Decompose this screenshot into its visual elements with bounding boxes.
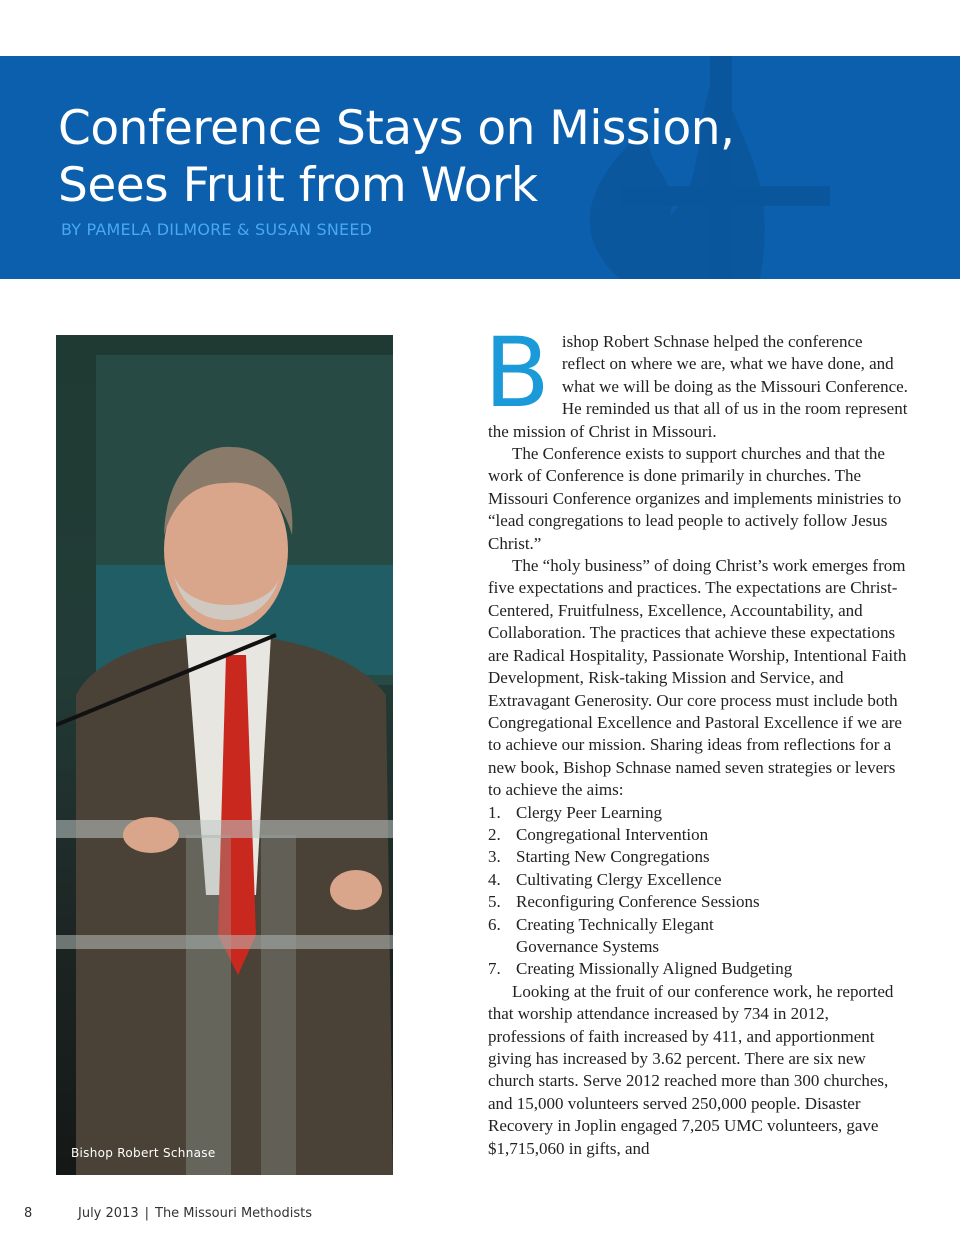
drop-cap: B [484, 317, 550, 429]
list-item: 6. Creating Technically Elegant Governance Systems [488, 914, 714, 956]
paragraph-1-text: ishop Robert Schnase helped the conference reflect on where we are, what we have done, and what we will be doing as the Missouri Conference. He reminded us that all of us in the room represent the mission of Christ in Missouri. [488, 332, 908, 441]
bishop-photo [56, 335, 393, 1175]
photo-illustration [56, 335, 393, 1175]
publication-name: The Missouri Methodists [155, 1206, 312, 1221]
list-item: 4. Cultivating Clergy Excellence [488, 869, 722, 889]
footer-separator: | [144, 1206, 149, 1221]
paragraph-2: The Conference exists to support churches and that the work of Conference is done primarily in churches. The Missouri Conference organizes and implements ministries to “lead congregations to lead people to actively follow Jesus Christ.” [488, 444, 902, 553]
title-line-1: Conference Stays on Mission, [58, 101, 735, 156]
list-item: 5. Reconfiguring Conference Sessions [488, 892, 760, 912]
list-item: 7. Creating Missionally Aligned Budgeting [488, 959, 793, 979]
paragraph-4: Looking at the fruit of our conference work, he reported that worship attendance increased by 734 in 2012, professions of faith increased by 411, and apportionment giving has increased by 3.62 percent. There are six new church starts. Serve 2012 reached more than 300 churches, and 15,000 volunteers served 250,000 people. Disaster Recovery in Joplin engaged 7,205 UMC volunteers, gave $1,715,060 in gifts, and [488, 981, 894, 1158]
article-body [484, 317, 908, 1160]
page-number: 8 [24, 1206, 33, 1221]
list-item: 2. Congregational Intervention [488, 824, 709, 844]
list-item: 3. Starting New Congregations [488, 847, 710, 867]
footer-info [78, 1206, 312, 1221]
list-item: 1. Clergy Peer Learning [488, 802, 663, 822]
paragraph-1 [484, 317, 908, 443]
byline: BY PAMELA DILMORE & SUSAN SNEED [61, 220, 373, 239]
article-title [58, 100, 734, 214]
header-banner [0, 56, 960, 279]
photo-caption: Bishop Robert Schnase [71, 1146, 216, 1160]
paragraph-3: The “holy business” of doing Christ’s work emerges from five expectations and practices. The expectations are Christ-Centered, Fruitfulness, Excellence, Accountability, and Collaboration. The practices that achieve these expectations are Radical Hospitality, Passionate Worship, Intentional Faith Development, Risk-taking Mission and Service, and Extravagant Generosity. Our core process must include both Congregational Excellence and Pastoral Excellence if we are to achieve our mission. Sharing ideas from reflections for a new book, Bishop Schnase named seven strategies or levers to achieve the aims: [488, 556, 907, 800]
strategies-list [488, 802, 908, 981]
issue-date: July 2013 [78, 1206, 139, 1221]
title-line-2: Sees Fruit from Work [58, 158, 538, 213]
